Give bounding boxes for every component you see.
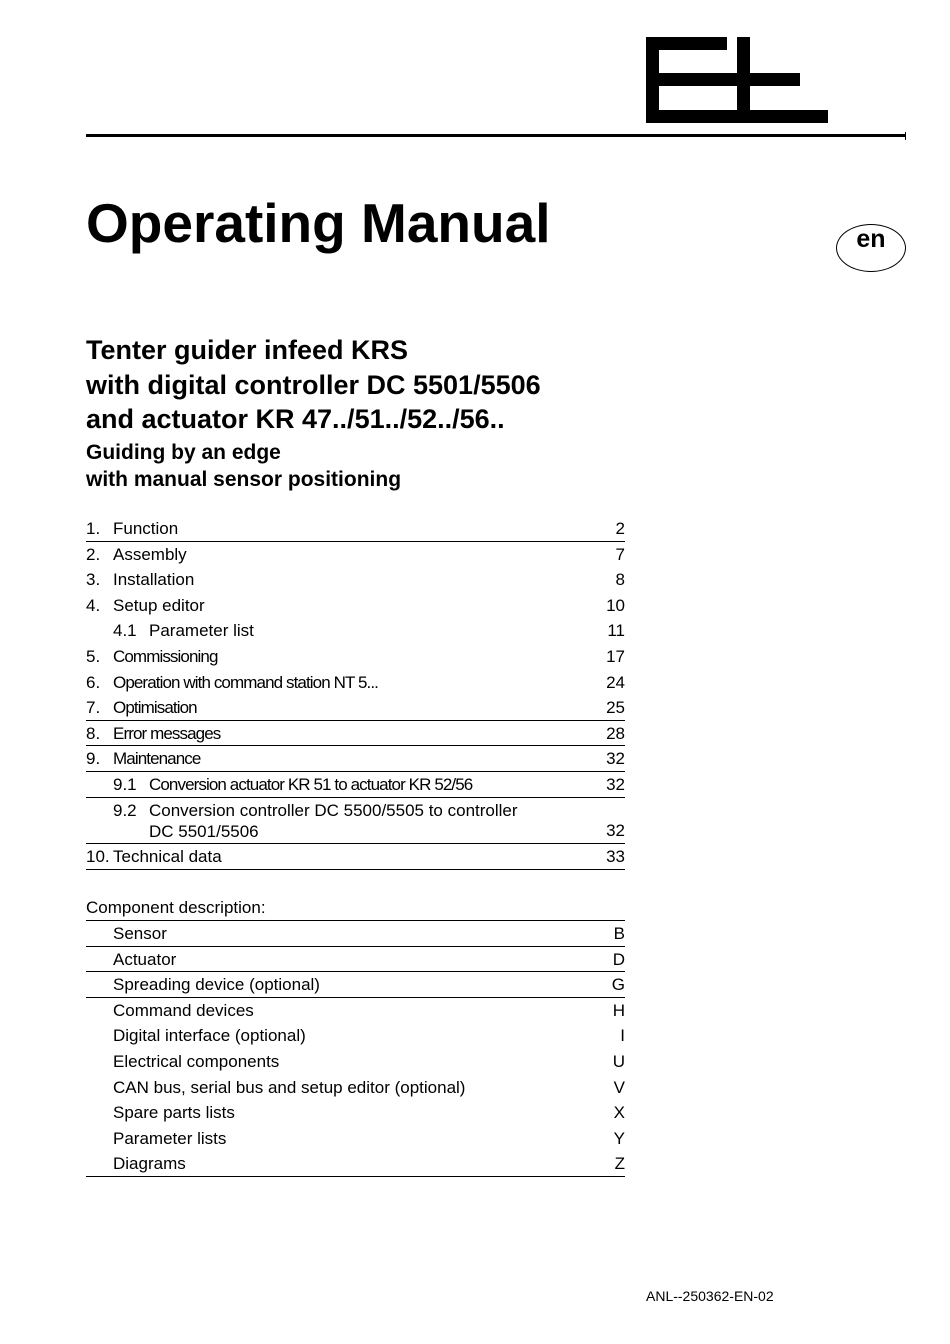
component-description-heading: Component description: [86, 898, 266, 917]
component-row[interactable] [86, 1049, 625, 1075]
toc-row[interactable] [86, 798, 625, 845]
toc-row[interactable] [86, 542, 625, 568]
toc-number: 8. [86, 723, 101, 743]
component-letter: G [611, 975, 625, 995]
component-row[interactable] [86, 1151, 625, 1177]
toc-page: 28 [606, 723, 625, 743]
toc-text-line: DC 5501/5506 [149, 821, 259, 841]
toc-page: 2 [615, 519, 625, 538]
et-logo-icon [646, 37, 828, 123]
component-letter: Z [614, 1154, 625, 1174]
subtitle-line: with digital controller DC 5501/5506 [86, 369, 541, 400]
table-of-contents [86, 516, 625, 870]
toc-number: 10. [86, 847, 110, 867]
toc-page: 8 [615, 570, 625, 590]
language-badge [836, 224, 906, 272]
toc-row[interactable] [86, 516, 625, 542]
subsubtitle-line: with manual sensor positioning [86, 468, 402, 491]
toc-text: Error messages [113, 723, 221, 743]
header-rule-tick [905, 132, 906, 140]
subsubtitle-line: Guiding by an edge [86, 441, 281, 464]
toc-row[interactable] [86, 844, 625, 870]
component-text: Sensor [113, 924, 167, 943]
toc-row[interactable] [86, 644, 625, 670]
toc-text: Technical data [113, 847, 222, 867]
component-row[interactable] [86, 947, 625, 973]
toc-text: Function [113, 519, 179, 538]
toc-text: Assembly [113, 544, 187, 564]
toc-text: Parameter list [149, 621, 254, 641]
toc-number: 3. [86, 570, 101, 590]
toc-text [149, 800, 518, 842]
component-text: Parameter lists [113, 1128, 227, 1148]
toc-page: 32 [606, 749, 625, 769]
toc-number: 6. [86, 672, 101, 692]
toc-row[interactable] [86, 772, 625, 798]
toc-page: 32 [606, 774, 625, 794]
component-letter: Y [613, 1128, 625, 1148]
subtitle-line: and actuator KR 47../51../52../56.. [86, 404, 505, 434]
component-text: Diagrams [113, 1154, 186, 1174]
toc-text: Setup editor [113, 595, 205, 615]
toc-page: 25 [606, 698, 625, 718]
toc-number: 9.2 [113, 800, 137, 820]
page-title: Operating Manual [86, 192, 551, 254]
toc-page: 7 [615, 544, 625, 564]
component-letter: V [613, 1077, 625, 1097]
component-row[interactable] [86, 921, 625, 947]
toc-page: 24 [606, 672, 625, 692]
toc-page: 10 [606, 595, 625, 615]
toc-text-line: Conversion controller DC 5500/5505 to controller [149, 800, 518, 820]
component-row[interactable] [86, 1023, 625, 1049]
toc-page: 33 [606, 847, 625, 867]
toc-page: 17 [606, 646, 625, 666]
component-text: Command devices [113, 1000, 254, 1020]
component-letter: D [612, 949, 625, 969]
component-letter: H [612, 1000, 625, 1020]
component-letter: X [613, 1103, 625, 1123]
toc-row[interactable] [86, 618, 625, 644]
toc-number: 9. [86, 749, 101, 769]
toc-text: Operation with command station NT 5... [113, 672, 379, 692]
component-text: CAN bus, serial bus and setup editor (optional) [113, 1077, 466, 1097]
toc-row[interactable] [86, 695, 625, 721]
component-text: Spare parts lists [113, 1103, 235, 1123]
component-row[interactable] [86, 972, 625, 998]
toc-number: 4.1 [113, 621, 137, 641]
toc-number: 4. [86, 595, 101, 615]
component-row[interactable] [86, 1126, 625, 1152]
component-letter: I [620, 1026, 625, 1046]
component-row[interactable] [86, 1100, 625, 1126]
toc-number: 5. [86, 646, 101, 666]
toc-number: 1. [86, 519, 101, 538]
component-text: Actuator [113, 949, 177, 969]
product-subtitle [86, 333, 541, 437]
toc-number: 7. [86, 698, 101, 718]
toc-text: Optimisation [113, 698, 197, 718]
component-row[interactable] [86, 1075, 625, 1101]
component-text: Digital interface (optional) [113, 1026, 306, 1046]
toc-text: Conversion actuator KR 51 to actuator KR 52/56 [149, 774, 473, 794]
language-badge-label: en [856, 225, 886, 253]
component-text: Spreading device (optional) [113, 975, 320, 995]
subtitle-line: Tenter guider infeed KRS [86, 335, 409, 365]
toc-page: 11 [607, 621, 625, 641]
toc-row[interactable] [86, 721, 625, 747]
component-letter: U [612, 1051, 625, 1071]
toc-number: 9.1 [113, 774, 137, 794]
toc-text: Installation [113, 570, 195, 590]
component-letter: B [613, 924, 625, 943]
toc-row[interactable] [86, 746, 625, 772]
component-row[interactable] [86, 998, 625, 1024]
component-text: Electrical components [113, 1051, 280, 1071]
document-id: ANL--250362-EN-02 [646, 1288, 774, 1304]
component-list [86, 920, 625, 1177]
toc-text: Maintenance [113, 749, 201, 769]
toc-page: 32 [606, 820, 625, 840]
toc-number: 2. [86, 544, 101, 564]
product-mode-subtitle [86, 439, 401, 493]
toc-row[interactable] [86, 670, 625, 696]
header-rule [86, 134, 906, 137]
toc-text: Commissioning [113, 646, 218, 666]
toc-row[interactable] [86, 567, 625, 593]
toc-row[interactable] [86, 593, 625, 619]
